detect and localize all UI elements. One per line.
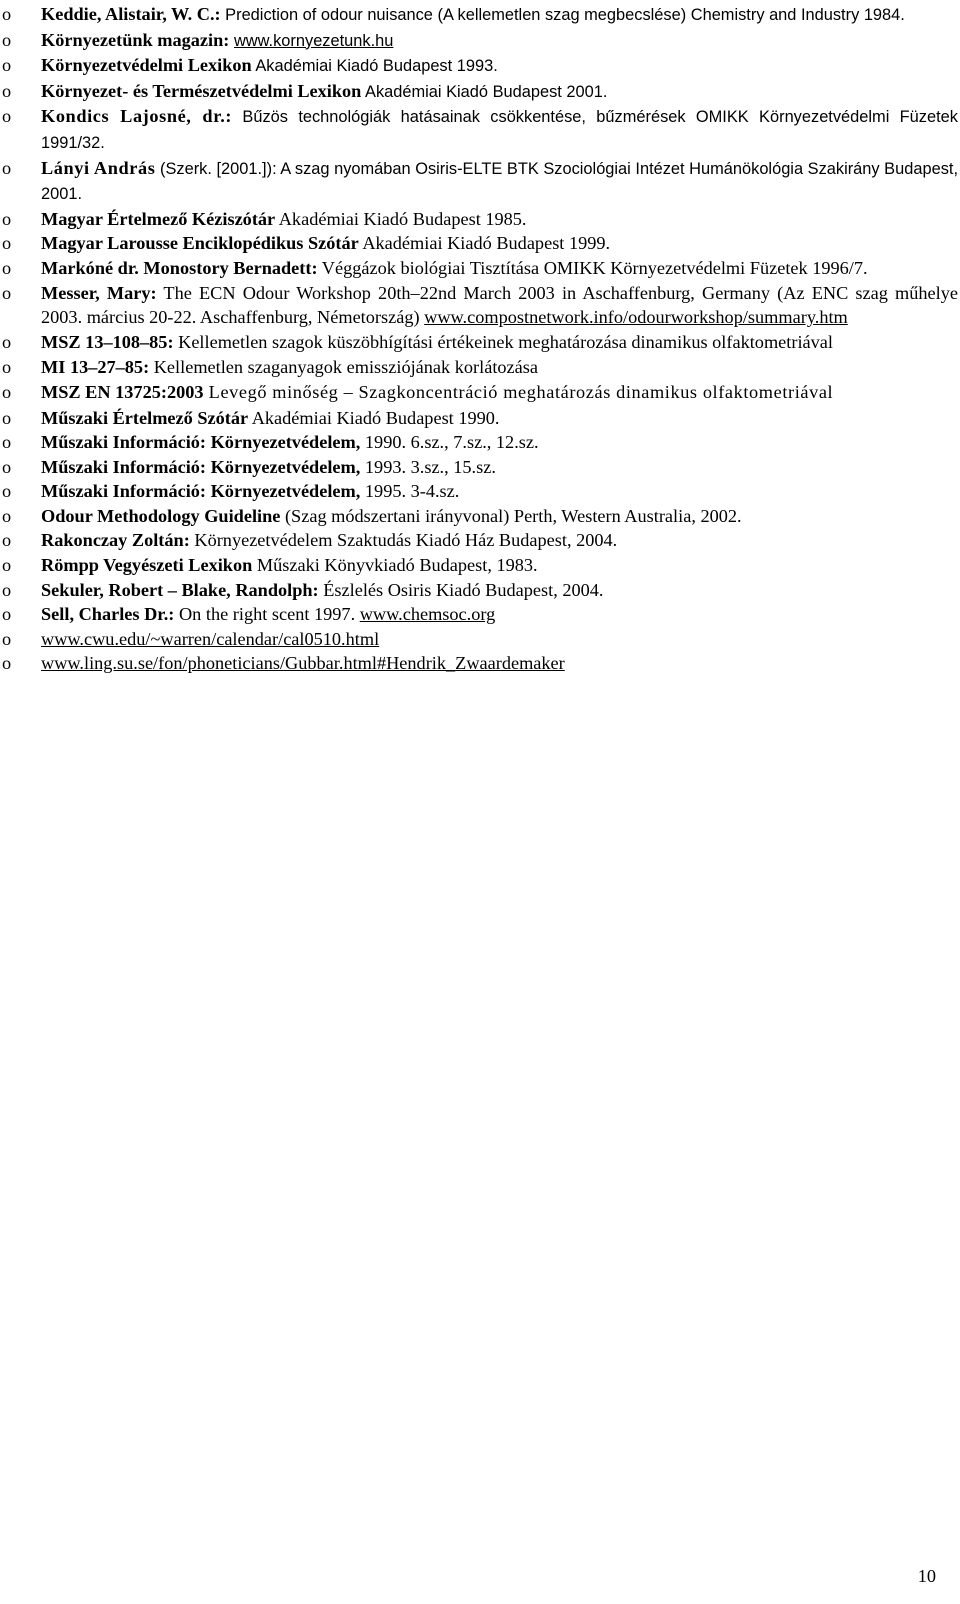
reference-author: Környezetünk magazin: <box>41 29 230 50</box>
bullet: o <box>2 157 12 178</box>
reference-author: Sekuler, Robert – Blake, Randolph: <box>41 579 319 600</box>
bullet: o <box>2 579 12 600</box>
bullet: o <box>2 208 12 229</box>
reference-author: Messer, Mary: <box>41 282 157 303</box>
reference-author: Odour Methodology Guideline <box>41 505 281 526</box>
reference-item <box>0 53 958 79</box>
reference-text: (Szag módszertani irányvonal) Perth, Western Australia, 2002. <box>280 505 742 526</box>
reference-author: Környezetvédelmi Lexikon <box>41 55 252 76</box>
bullet: o <box>2 530 12 551</box>
reference-author: Magyar Larousse Enciklopédikus Szótár <box>41 233 359 254</box>
reference-text: Akadémiai Kiadó Budapest 1993. <box>251 57 498 76</box>
reference-item <box>0 104 958 155</box>
reference-text: Akadémiai Kiadó Budapest 1999. <box>358 233 611 254</box>
reference-text: Kellemetlen szagok küszöbhígítási értékeinek meghatározása dinamikus olfaktometriával <box>173 331 833 352</box>
reference-list <box>0 2 960 676</box>
reference-item <box>0 651 958 676</box>
reference-text: 1993. 3.sz., 15.sz. <box>360 456 496 477</box>
reference-text: 1995. 3-4.sz. <box>360 481 460 502</box>
reference-item <box>0 79 958 105</box>
reference-item <box>0 504 958 529</box>
bullet: o <box>2 357 12 378</box>
reference-item <box>0 231 958 256</box>
reference-item <box>0 156 958 207</box>
reference-item <box>0 256 958 281</box>
bullet: o <box>2 4 12 24</box>
reference-text: Prediction of odour nuisance (A kellemetlen szag megbecslése) Chemistry and Industry 1984. <box>220 6 905 24</box>
reference-author: MI 13–27–85: <box>41 357 150 378</box>
reference-link[interactable]: www.chemsoc.org <box>359 604 496 625</box>
reference-text: Kellemetlen szaganyagok emissziójának korlátozása <box>149 357 538 378</box>
reference-text: Levegő minőség – Szagkoncentráció meghatározás dinamikus olfaktometriával <box>203 381 834 402</box>
bullet: o <box>2 481 12 502</box>
reference-item <box>0 455 958 480</box>
reference-item <box>0 330 958 356</box>
reference-author: Kondics Lajosné, dr.: <box>41 106 233 127</box>
bullet: o <box>2 106 12 127</box>
reference-item <box>0 528 958 553</box>
reference-item <box>0 578 958 603</box>
reference-text: (Szerk. [2001.]): A szag nyomában Osiris-ELTE BTK Szociológiai Intézet Humánökológia Szakirány Budapest, 2001. <box>41 159 958 204</box>
reference-text: Akadémiai Kiadó Budapest 1990. <box>248 407 500 428</box>
reference-text: On the right scent 1997. <box>174 604 360 625</box>
bullet: o <box>2 604 12 625</box>
reference-item <box>0 553 958 578</box>
reference-author: Lányi András <box>41 157 156 178</box>
reference-author: Műszaki Információ: Környezetvédelem, <box>41 456 361 477</box>
reference-text: Műszaki Könyvkiadó Budapest, 1983. <box>252 555 538 576</box>
reference-text: Akadémiai Kiadó Budapest 1985. <box>275 208 527 229</box>
reference-author: Sell, Charles Dr.: <box>41 604 175 625</box>
reference-author: Műszaki Értelmező Szótár <box>41 407 249 428</box>
reference-author: Römpp Vegyészeti Lexikon <box>41 555 253 576</box>
reference-link[interactable]: www.compostnetwork.info/odourworkshop/summary.htm <box>424 307 848 328</box>
bullet: o <box>2 653 12 674</box>
reference-text: The ECN Odour Workshop 20th–22nd March 2003 in Aschaffenburg, Germany (Az ENC szag műhelye 2003. március 20-22. Aschaffenburg, Németország) <box>41 282 959 328</box>
reference-author: Műszaki Információ: Környezetvédelem, <box>41 481 361 502</box>
reference-item <box>0 406 958 431</box>
reference-author: Magyar Értelmező Kéziszótár <box>41 208 276 229</box>
reference-link[interactable]: www.kornyezetunk.hu <box>233 31 394 50</box>
reference-item <box>0 602 958 627</box>
bullet: o <box>2 456 12 477</box>
bullet: o <box>2 80 12 101</box>
reference-text: Bűzös technológiák hatásainak csökkentése, bűzmérések OMIKK Környezetvédelmi Füzetek 1991/32. <box>41 108 958 152</box>
bullet: o <box>2 628 12 649</box>
reference-link[interactable]: www.cwu.edu/~warren/calendar/cal0510.html <box>41 628 380 649</box>
bullet: o <box>2 432 12 453</box>
reference-author: Műszaki Információ: Környezetvédelem, <box>41 432 361 453</box>
reference-author: Keddie, Alistair, W. C.: <box>41 4 221 24</box>
reference-item <box>0 2 958 28</box>
bullet: o <box>2 505 12 526</box>
reference-item <box>0 281 958 330</box>
bullet: o <box>2 407 12 428</box>
bullet: o <box>2 381 12 402</box>
reference-text: Véggázok biológiai Tisztítása OMIKK Környezetvédelmi Füzetek 1996/7. <box>317 257 868 278</box>
bullet: o <box>2 29 12 50</box>
reference-text: Akadémiai Kiadó Budapest 2001. <box>361 82 608 101</box>
reference-item <box>0 207 958 232</box>
bullet: o <box>2 331 12 352</box>
bullet: o <box>2 257 12 278</box>
reference-author: Rakonczay Zoltán: <box>41 530 190 551</box>
reference-item <box>0 430 958 455</box>
bullet: o <box>2 555 12 576</box>
reference-item <box>0 380 958 406</box>
reference-link[interactable]: www.ling.su.se/fon/phoneticians/Gubbar.html#Hendrik_Zwaardemaker <box>41 653 565 674</box>
bullet: o <box>2 233 12 254</box>
reference-text: Környezetvédelem Szaktudás Kiadó Ház Budapest, 2004. <box>189 530 618 551</box>
bullet: o <box>2 55 12 76</box>
bullet: o <box>2 282 12 303</box>
reference-item <box>0 479 958 504</box>
reference-author: MSZ 13–108–85: <box>41 331 174 352</box>
reference-author: Markóné dr. Monostory Bernadett: <box>41 257 318 278</box>
reference-item <box>0 355 958 380</box>
reference-item <box>0 28 958 54</box>
reference-item <box>0 627 958 652</box>
reference-author: Környezet- és Természetvédelmi Lexikon <box>41 80 362 101</box>
reference-text: Észlelés Osiris Kiadó Budapest, 2004. <box>318 579 604 600</box>
page-number: 10 <box>917 1566 936 1586</box>
reference-author: MSZ EN 13725:2003 <box>41 381 204 402</box>
reference-text: 1990. 6.sz., 7.sz., 12.sz. <box>360 432 539 453</box>
